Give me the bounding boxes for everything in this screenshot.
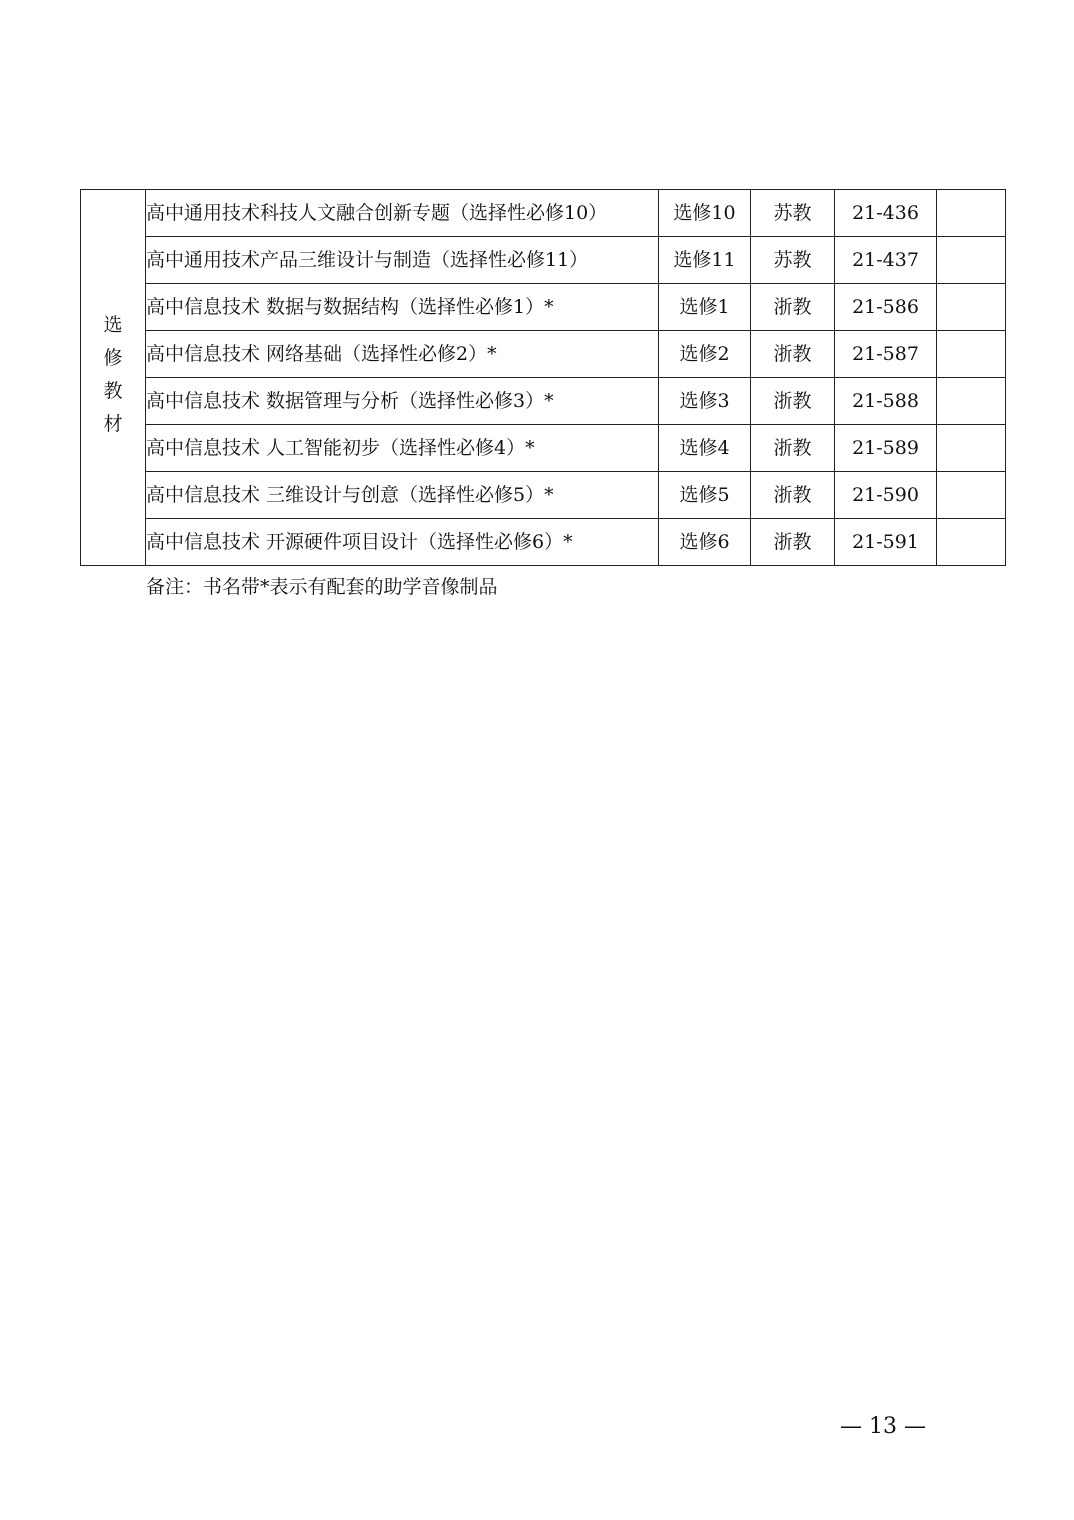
- volume-cell: 选修3: [659, 378, 751, 425]
- book-title-cell: 高中通用技术科技人文融合创新专题（选择性必修10）: [146, 190, 659, 237]
- book-title-cell: 高中信息技术 人工智能初步（选择性必修4）*: [146, 425, 659, 472]
- code-cell: 21-590: [835, 472, 937, 519]
- remark-cell: [937, 190, 1006, 237]
- code-cell: 21-437: [835, 237, 937, 284]
- code-cell: 21-591: [835, 519, 937, 566]
- table-row: [81, 472, 1006, 519]
- volume-cell: 选修1: [659, 284, 751, 331]
- book-title-cell: 高中信息技术 开源硬件项目设计（选择性必修6）*: [146, 519, 659, 566]
- footnote: 备注：书名带*表示有配套的助学音像制品: [146, 576, 498, 598]
- textbook-table: [80, 189, 1006, 566]
- category-cell: [81, 190, 146, 566]
- publisher-cell: 浙教: [751, 519, 835, 566]
- table-row: [81, 425, 1006, 472]
- book-title-cell: 高中信息技术 数据管理与分析（选择性必修3）*: [146, 378, 659, 425]
- code-cell: 21-587: [835, 331, 937, 378]
- table-row: [81, 519, 1006, 566]
- publisher-cell: 浙教: [751, 378, 835, 425]
- volume-cell: 选修11: [659, 237, 751, 284]
- code-cell: 21-436: [835, 190, 937, 237]
- book-title-cell: 高中信息技术 三维设计与创意（选择性必修5）*: [146, 472, 659, 519]
- volume-cell: 选修6: [659, 519, 751, 566]
- remark-cell: [937, 519, 1006, 566]
- remark-cell: [937, 425, 1006, 472]
- remark-cell: [937, 472, 1006, 519]
- volume-cell: 选修2: [659, 331, 751, 378]
- publisher-cell: 浙教: [751, 331, 835, 378]
- code-cell: 21-586: [835, 284, 937, 331]
- page-number: — 13 —: [840, 1414, 926, 1439]
- publisher-cell: 浙教: [751, 472, 835, 519]
- remark-cell: [937, 378, 1006, 425]
- remark-cell: [937, 284, 1006, 331]
- table-row: [81, 284, 1006, 331]
- category-label: 选修教材: [103, 313, 123, 435]
- textbook-table-body: [81, 190, 1006, 566]
- publisher-cell: 浙教: [751, 425, 835, 472]
- volume-cell: 选修10: [659, 190, 751, 237]
- volume-cell: 选修5: [659, 472, 751, 519]
- publisher-cell: 浙教: [751, 284, 835, 331]
- book-title-cell: 高中信息技术 数据与数据结构（选择性必修1）*: [146, 284, 659, 331]
- remark-cell: [937, 237, 1006, 284]
- code-cell: 21-589: [835, 425, 937, 472]
- table-row: [81, 190, 1006, 237]
- table-row: [81, 378, 1006, 425]
- table-row: [81, 237, 1006, 284]
- book-title-cell: 高中通用技术产品三维设计与制造（选择性必修11）: [146, 237, 659, 284]
- code-cell: 21-588: [835, 378, 937, 425]
- publisher-cell: 苏教: [751, 237, 835, 284]
- volume-cell: 选修4: [659, 425, 751, 472]
- table-row: [81, 331, 1006, 378]
- publisher-cell: 苏教: [751, 190, 835, 237]
- remark-cell: [937, 331, 1006, 378]
- book-title-cell: 高中信息技术 网络基础（选择性必修2）*: [146, 331, 659, 378]
